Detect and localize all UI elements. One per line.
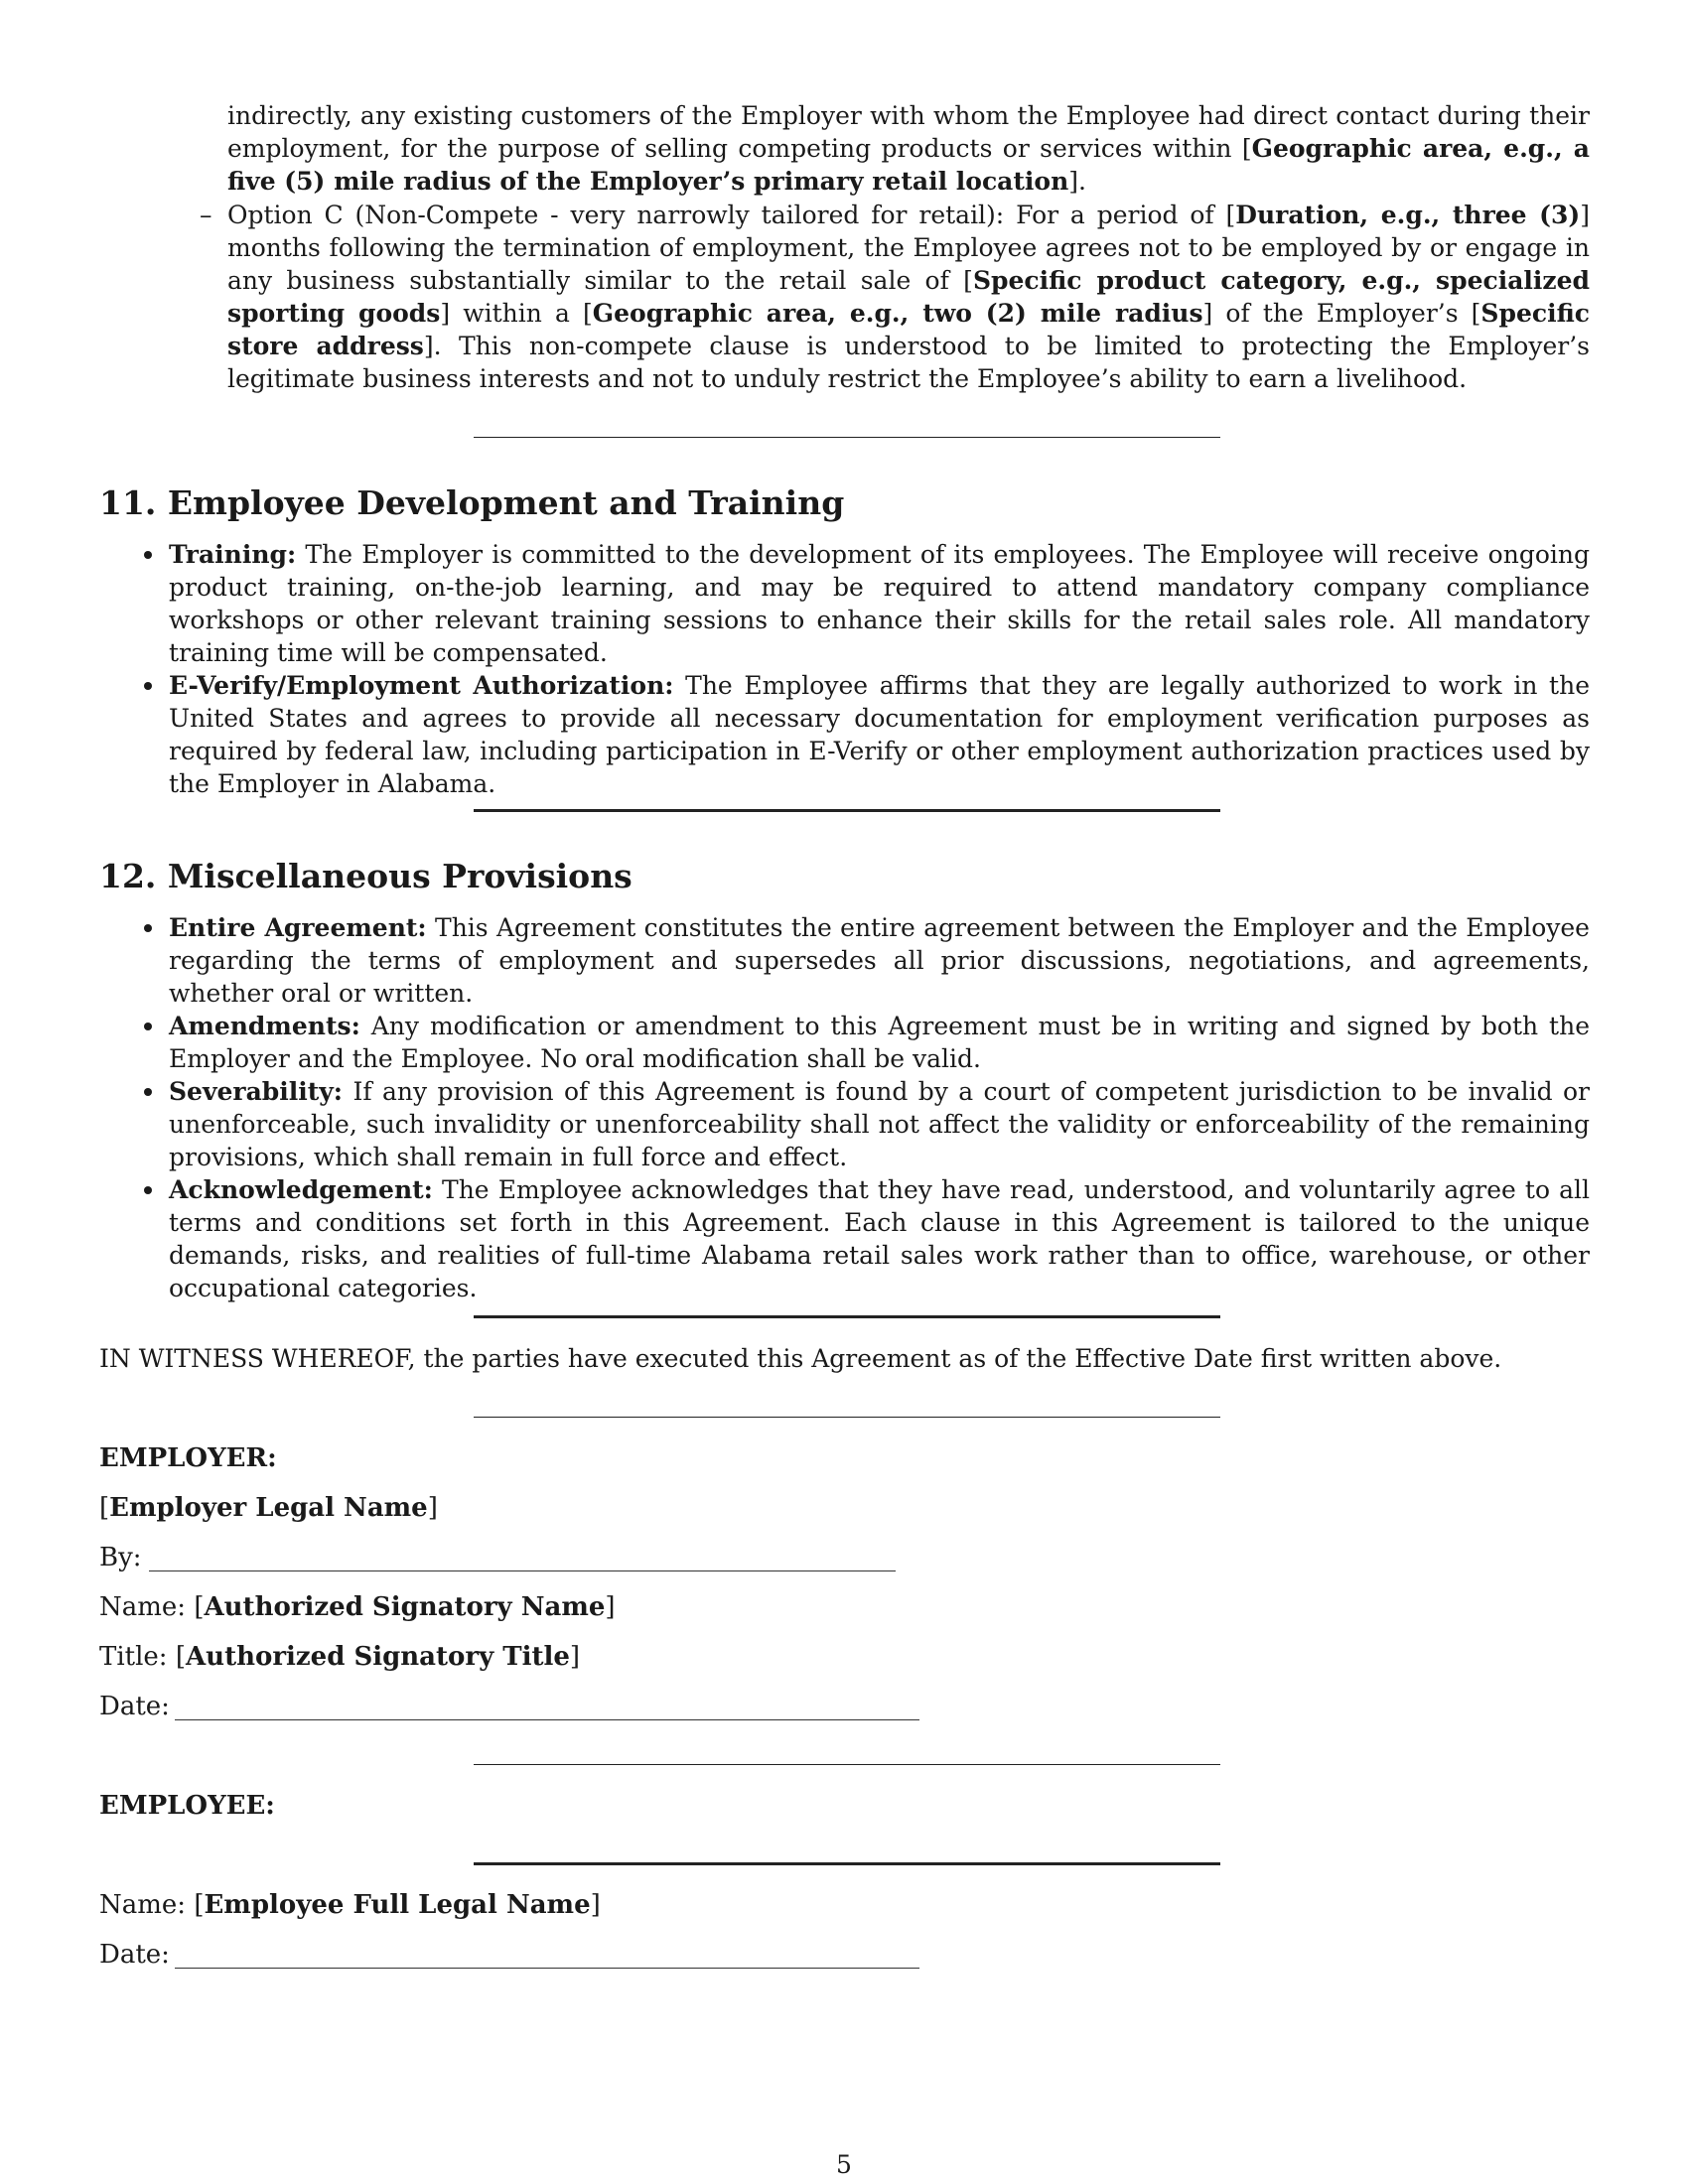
section-divider [474, 437, 1220, 438]
bullet-dot [144, 1088, 152, 1096]
clause-option-c: – Option C (Non-Compete - very narrowly tailored for retail): For a period of [Duration, e.g., three (3)] months following the termination of employment, the Employee agrees not to be employed by or engage in any business substantially similar to the retail sale of [Specific product category, e.g., specialized sporting goods] within a [Geographic area, e.g., two (2) mile radius] of the Employer’s [Specific store address]. This non-compete clause is understood to be limited to protecting the Employer’s legitimate business interests and not to unduly restrict the Employee’s ability to earn a livelihood. [200, 201, 1591, 393]
section-heading-12: 12. Miscellaneous Provisions [99, 857, 633, 895]
bullet-dot [144, 682, 152, 690]
section-divider [474, 1417, 1220, 1418]
employer-name-row: Name: [Authorized Signatory Name] [99, 1592, 616, 1622]
employer-by-label: By: [99, 1543, 142, 1572]
placeholder-product-category: Specific product category, e.g., specialized sporting goods [227, 266, 1590, 328]
employer-date-line[interactable] [175, 1719, 919, 1720]
witness-statement: IN WITNESS WHEREOF, the parties have executed this Agreement as of the Effective Date first written above. [99, 1344, 1502, 1373]
placeholder-geographic-area-c: Geographic area, e.g., two (2) mile radius [592, 299, 1203, 328]
placeholder-geographic-area-b: Geographic area, e.g., a five (5) mile radius of the Employer’s primary retail location [227, 134, 1590, 196]
section-divider [474, 1315, 1220, 1318]
page-number: 5 [836, 2150, 852, 2179]
employee-heading: EMPLOYEE: [99, 1791, 275, 1821]
employee-date-label: Date: [99, 1940, 170, 1970]
bullet-dot [144, 1023, 152, 1030]
section-12-list [169, 911, 1590, 1304]
list-item: Entire Agreement: This Agreement constitutes the entire agreement between the Employer and the Employee regarding the terms of employment and supersedes all prior discussions, negotiations, and agreements, whether oral or written. [169, 911, 1590, 1010]
list-item: Amendments: Any modification or amendment to this Agreement must be in writing and signed by both the Employer and the Employee. No oral modification shall be valid. [169, 1010, 1590, 1075]
employer-date-label: Date: [99, 1692, 170, 1721]
employee-name-row: Name: [Employee Full Legal Name] [99, 1890, 601, 1920]
list-item: Acknowledgement: The Employee acknowledges that they have read, understood, and voluntarily agree to all terms and conditions set forth in this Agreement. Each clause in this Agreement is tailored to the unique demands, risks, and realities of full-time Alabama retail sales work rather than to office, warehouse, or other occupational categories. [169, 1173, 1590, 1304]
employee-signature-line[interactable] [474, 1862, 1220, 1865]
section-11-list [169, 538, 1590, 800]
employer-signature-line[interactable] [149, 1570, 896, 1571]
bullet-dot [144, 1186, 152, 1194]
bullet-dot [144, 551, 152, 559]
list-item: Severability: If any provision of this Agreement is found by a court of competent jurisdiction to be invalid or unenforceable, such invalidity or unenforceability shall not affect the validity or enforceability of the remaining provisions, which shall remain in full force and effect. [169, 1075, 1590, 1173]
list-item: Training: The Employer is committed to the development of its employees. The Employee will receive ongoing product training, on-the-job learning, and may be required to attend mandatory company compliance workshops or other relevant training sessions to enhance their skills for the retail sales role. All mandatory training time will be compensated. [169, 538, 1590, 669]
section-heading-11: 11. Employee Development and Training [99, 483, 845, 522]
clause-option-b-continuation: indirectly, any existing customers of the Employer with whom the Employee had direct contact during their employment, for the purpose of selling competing products or services within [Geographic area, e.g., a five (5) mile radius of the Employer’s primary retail location]. [227, 101, 1590, 196]
section-divider [474, 1764, 1220, 1765]
employer-heading: EMPLOYER: [99, 1443, 277, 1473]
list-item: E-Verify/Employment Authorization: The Employee affirms that they are legally authorized to work in the United States and agrees to provide all necessary documentation for employment verification purposes as required by federal law, including participation in E-Verify or other employment authorization practices used by the Employer in Alabama. [169, 669, 1590, 800]
employee-date-line[interactable] [175, 1968, 919, 1969]
placeholder-duration: Duration, e.g., three (3) [1235, 201, 1581, 229]
employer-legal-name: [Employer Legal Name] [99, 1493, 438, 1523]
bullet-dot [144, 924, 152, 932]
employer-title-row: Title: [Authorized Signatory Title] [99, 1642, 581, 1672]
section-divider [474, 809, 1220, 812]
dash-marker: – [200, 201, 212, 229]
placeholder-store-address: Specific store address [227, 299, 1590, 360]
